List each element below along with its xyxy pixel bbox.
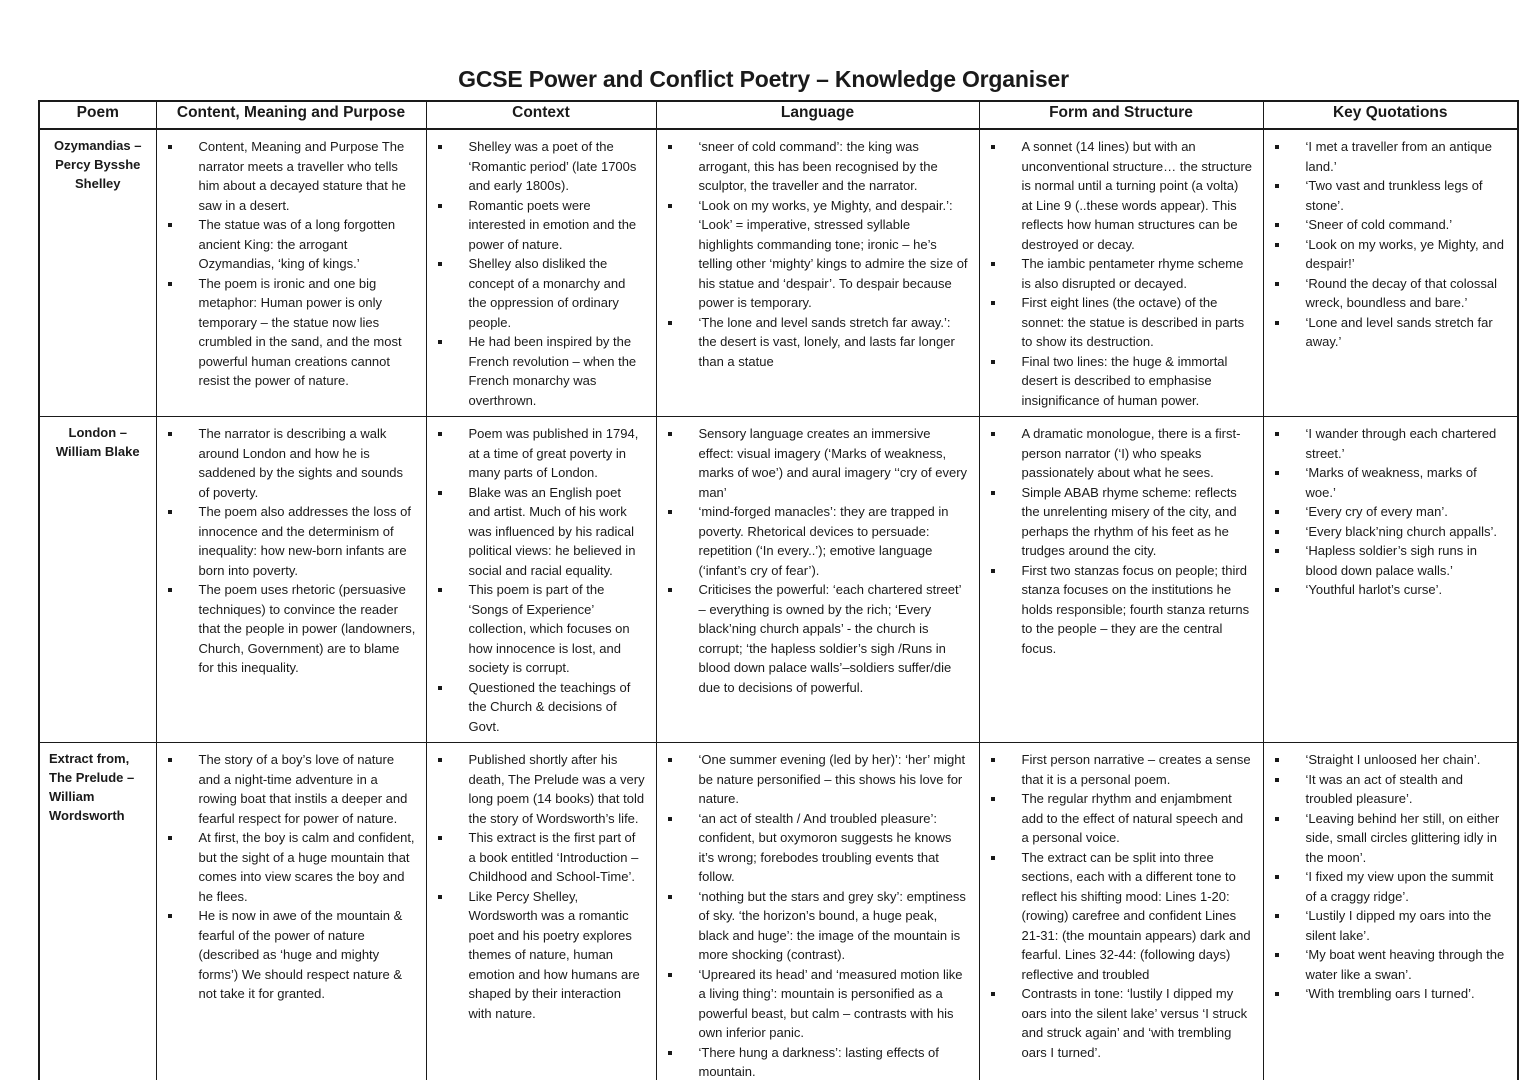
table-cell (156, 417, 426, 743)
poem-row (39, 129, 1518, 417)
bullet-item: ‘an act of stealth / And troubled pleasure’: confident, but oxymoron suggests he knows it’s wrong; forebodes troubling events that follow. (657, 809, 975, 887)
table-cell (1263, 129, 1518, 417)
bullet-item: ‘Upreared its head’ and ‘measured motion like a living thing’: mountain is personified as a powerful beast, but calm – contrasts with his own inferior panic. (657, 965, 975, 1043)
bullet-list (427, 137, 652, 410)
bullet-item: Blake was an English poet and artist. Much of his work was influenced by his radical political views: he believed in social and racial equality. (427, 483, 652, 581)
table-cell (426, 743, 656, 1080)
bullet-item: Criticises the powerful: ‘each chartered street’ – everything is owned by the rich; ‘Every black’ning church appals’ - the church is corrupt; ‘the hapless soldier’s sigh /Runs in blood down palace walls’–soldiers suffer/die due to decisions of powerful. (657, 580, 975, 697)
header-row (39, 101, 1518, 129)
bullet-item: This extract is the first part of a book entitled ‘Introduction – Childhood and School-Time’. (427, 828, 652, 887)
poem-title-line: William (49, 788, 95, 804)
bullet-item: ‘Look on my works, ye Mighty, and despair.’: ‘Look’ = imperative, stressed syllable highlights commanding tone; ironic – he’s telling other ‘mighty’ kings to admire the size of his statue and ‘despair’. To despair because power is temporary. (657, 196, 975, 313)
bullet-list (657, 137, 975, 371)
bullet-item: ‘Marks of weakness, marks of woe.’ (1264, 463, 1514, 502)
table-cell (426, 417, 656, 743)
bullet-item: ‘Sneer of cold command.’ (1264, 215, 1514, 235)
table-cell (156, 743, 426, 1080)
table-header (39, 101, 1518, 129)
bullet-item: At first, the boy is calm and confident, but the sight of a huge mountain that comes into view scares the boy and he flees. (157, 828, 422, 906)
bullet-item: ‘I fixed my view upon the summit of a craggy ridge’. (1264, 867, 1514, 906)
bullet-item: ‘My boat went heaving through the water like a swan’. (1264, 945, 1514, 984)
bullet-item: The poem also addresses the loss of innocence and the determinism of inequality: how new-born infants are born into poverty. (157, 502, 422, 580)
column-header: Poem (39, 101, 156, 129)
column-header: Context (426, 101, 656, 129)
bullet-list (427, 424, 652, 736)
bullet-item: Poem was published in 1794, at a time of great poverty in many parts of London. (427, 424, 652, 483)
bullet-item: The statue was of a long forgotten ancient King: the arrogant Ozymandias, ‘king of kings.’ (157, 215, 422, 274)
bullet-item: ‘sneer of cold command’: the king was arrogant, this has been recognised by the sculptor, the traveller and the narrator. (657, 137, 975, 196)
bullet-item: A dramatic monologue, there is a first-person narrator (‘I) who speaks passionately about what he sees. (980, 424, 1259, 483)
bullet-item: ‘Hapless soldier’s sigh runs in blood down palace walls.’ (1264, 541, 1514, 580)
bullet-item: Published shortly after his death, The Prelude was a very long poem (14 books) that told the story of Wordsworth’s life. (427, 750, 652, 828)
bullet-item: ‘I met a traveller from an antique land.’ (1264, 137, 1514, 176)
bullet-list (1264, 750, 1514, 1004)
bullet-list (157, 750, 422, 1004)
table-cell (979, 129, 1263, 417)
bullet-item: The iambic pentameter rhyme scheme is also disrupted or decayed. (980, 254, 1259, 293)
bullet-item: Shelley was a poet of the ‘Romantic period’ (late 1700s and early 1800s). (427, 137, 652, 196)
table-cell (656, 743, 979, 1080)
bullet-list (157, 137, 422, 391)
poem-title-cell (39, 743, 156, 1080)
poem-title-cell (39, 129, 156, 417)
bullet-item: ‘Two vast and trunkless legs of stone’. (1264, 176, 1514, 215)
bullet-item: ‘The lone and level sands stretch far away.’: the desert is vast, lonely, and lasts far longer than a statue (657, 313, 975, 372)
bullet-item: ‘It was an act of stealth and troubled pleasure’. (1264, 770, 1514, 809)
table-cell (156, 129, 426, 417)
bullet-item: A sonnet (14 lines) but with an unconventional structure… the structure is normal until a turning point (a volta) at Line 9 (..these words appear). This reflects how human structures can be destroyed or decay. (980, 137, 1259, 254)
bullet-item: First eight lines (the octave) of the sonnet: the statue is described in parts to show its destruction. (980, 293, 1259, 352)
bullet-item: Sensory language creates an immersive effect: visual imagery (‘Marks of weakness, marks of woe’) and aural imagery ‘‘cry of every man’ (657, 424, 975, 502)
poem-title-line: London – (68, 425, 127, 440)
table-cell (1263, 743, 1518, 1080)
bullet-item: The regular rhythm and enjambment add to the effect of natural speech and a personal voice. (980, 789, 1259, 848)
bullet-item: The extract can be split into three sections, each with a different tone to reflect his shifting mood: Lines 1-20: (rowing) carefree and confident Lines 21-31: (the mountain appears) dark and fearful. Lines 32-44: (following days) reflective and troubled (980, 848, 1259, 985)
table-cell (979, 417, 1263, 743)
bullet-item: ‘One summer evening (led by her)’: ‘her’ might be nature personified – this shows his love for nature. (657, 750, 975, 809)
bullet-item: ‘Lone and level sands stretch far away.’ (1264, 313, 1514, 352)
bullet-list (980, 750, 1259, 1062)
table-cell (1263, 417, 1518, 743)
poem-row (39, 417, 1518, 743)
bullet-list (1264, 137, 1514, 352)
bullet-item: Contrasts in tone: ‘lustily I dipped my oars into the silent lake’ versus ‘I struck and struck again’ and ‘with trembling oars I turned’. (980, 984, 1259, 1062)
page-title: GCSE Power and Conflict Poetry – Knowledge Organiser (458, 66, 1069, 92)
poem-title-cell (39, 417, 156, 743)
bullet-list (1264, 424, 1514, 600)
bullet-item: Like Percy Shelley, Wordsworth was a romantic poet and his poetry explores themes of nature, human emotion and how humans are shaped by their interaction with nature. (427, 887, 652, 1024)
column-header: Content, Meaning and Purpose (156, 101, 426, 129)
bullet-list (980, 137, 1259, 410)
bullet-list (427, 750, 652, 1023)
bullet-item: ‘Lustily I dipped my oars into the silent lake’. (1264, 906, 1514, 945)
bullet-list (980, 424, 1259, 658)
bullet-item: The story of a boy’s love of nature and a night-time adventure in a rowing boat that instils a deeper and fearful respect for power of nature. (157, 750, 422, 828)
column-header: Form and Structure (979, 101, 1263, 129)
table-cell (426, 129, 656, 417)
column-header: Key Quotations (1263, 101, 1518, 129)
poem-title-line: The Prelude – (49, 769, 135, 785)
bullet-item: Final two lines: the huge & immortal desert is described to emphasise insignificance of human power. (980, 352, 1259, 411)
bullet-item: ‘Leaving behind her still, on either side, small circles glittering idly in the moon’. (1264, 809, 1514, 868)
bullet-item: ‘Youthful harlot’s curse’. (1264, 580, 1514, 600)
bullet-item: First person narrative – creates a sense that it is a personal poem. (980, 750, 1259, 789)
bullet-item: ‘Every cry of every man’. (1264, 502, 1514, 522)
poem-row (39, 743, 1518, 1080)
bullet-item: ‘Straight I unloosed her chain’. (1264, 750, 1514, 770)
poem-title-line: William Blake (55, 443, 140, 459)
bullet-item: ‘mind-forged manacles’: they are trapped in poverty. Rhetorical devices to persuade: repetition (‘In every..’); emotive language (‘infant’s cry of fear’). (657, 502, 975, 580)
bullet-item: First two stanzas focus on people; third stanza focuses on the institutions he holds responsible; fourth stanza returns to the people – they are the central focus. (980, 561, 1259, 659)
bullet-item: ‘With trembling oars I turned’. (1264, 984, 1514, 1004)
bullet-item: Simple ABAB rhyme scheme: reflects the unrelenting misery of the city, and perhaps the rhythm of his feet as he trudges around the city. (980, 483, 1259, 561)
bullet-item: Shelley also disliked the concept of a monarchy and the oppression of ordinary people. (427, 254, 652, 332)
bullet-list (157, 424, 422, 678)
bullet-list (657, 750, 975, 1080)
knowledge-organiser-table (38, 100, 1519, 1080)
bullet-item: The poem uses rhetoric (persuasive techniques) to convince the reader that the people in power (landowners, Church, Government) are to blame for this inequality. (157, 580, 422, 678)
bullet-item: ‘There hung a darkness’: lasting effects of mountain. (657, 1043, 975, 1080)
poem-title-line: Ozymandias – (54, 138, 142, 153)
bullet-item: ‘Round the decay of that colossal wreck, boundless and bare.’ (1264, 274, 1514, 313)
bullet-item: Romantic poets were interested in emotion and the power of nature. (427, 196, 652, 255)
bullet-item: The poem is ironic and one big metaphor: Human power is only temporary – the statue now lies crumbled in the sand, and the most powerful human creations cannot resist the power of nature. (157, 274, 422, 391)
bullet-item: ‘I wander through each chartered street.’ (1264, 424, 1514, 463)
bullet-item: He had been inspired by the French revolution – when the French monarchy was overthrown. (427, 332, 652, 410)
bullet-item: He is now in awe of the mountain & fearful of the power of nature (described as ‘huge and mighty forms’) We should respect nature & not take it for granted. (157, 906, 422, 1004)
bullet-item: This poem is part of the ‘Songs of Experience’ collection, which focuses on how innocence is lost, and society is corrupt. (427, 580, 652, 678)
table-body (39, 129, 1518, 1080)
poem-title-line: Percy Bysshe (55, 156, 141, 172)
table-cell (979, 743, 1263, 1080)
table-cell (656, 129, 979, 417)
column-header: Language (656, 101, 979, 129)
bullet-list (657, 424, 975, 697)
bullet-item: ‘nothing but the stars and grey sky’: emptiness of sky. ‘the horizon’s bound, a huge peak, black and huge’: the image of the mountain is more shocking (contrast). (657, 887, 975, 965)
table-cell (656, 417, 979, 743)
bullet-item: The narrator is describing a walk around London and how he is saddened by the sights and sounds of poverty. (157, 424, 422, 502)
poem-title-line: Wordsworth (49, 807, 125, 823)
bullet-item: Content, Meaning and Purpose The narrator meets a traveller who tells him about a decayed stature that he saw in a desert. (157, 137, 422, 215)
bullet-item: ‘Look on my works, ye Mighty, and despair!’ (1264, 235, 1514, 274)
bullet-item: Questioned the teachings of the Church & decisions of Govt. (427, 678, 652, 737)
poem-title-line: Shelley (74, 175, 121, 191)
bullet-item: ‘Every black’ning church appalls’. (1264, 522, 1514, 542)
poem-title-line: Extract from, (49, 751, 130, 766)
